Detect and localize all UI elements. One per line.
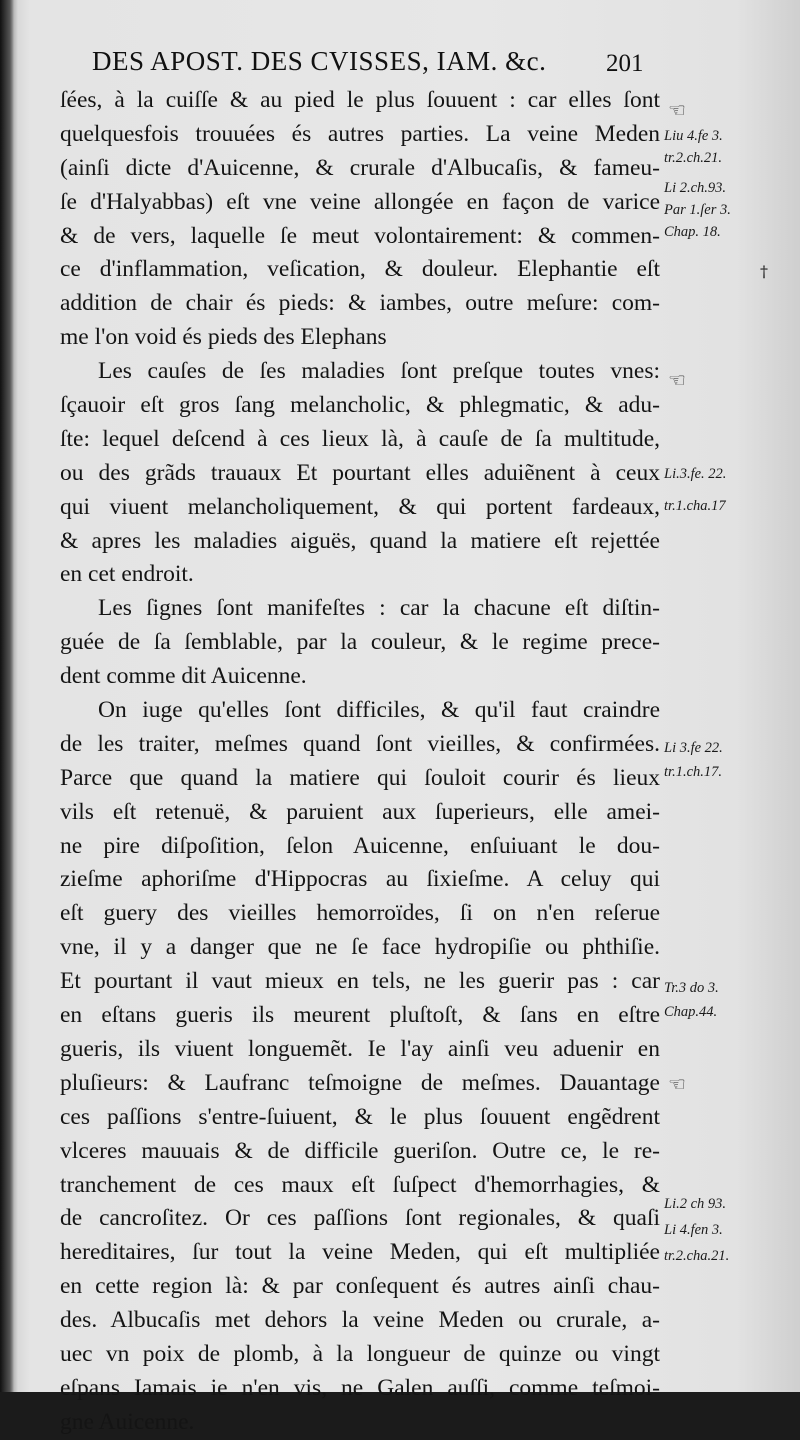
page-gutter-shadow [0, 0, 14, 1392]
margin-reference: Li 3.fe 22. [664, 740, 723, 756]
text-line: eſt guery des vieilles hemorroïdes, ſi on n'en reſerue [60, 900, 660, 927]
text-line: de les traiter, meſmes quand ſont vieilles, & confirmées. [60, 730, 660, 757]
hand-mark-icon: ☜ [668, 98, 686, 122]
text-line: qui viuent melancholiquement, & qui portent fardeaux, [60, 493, 660, 520]
margin-reference: Par 1.ſer 3. [664, 202, 731, 218]
text-line: en eſtans gueris ils meurent pluſtoſt, & ſans en eſtre [60, 1002, 660, 1029]
margin-reference: Li.2 ch 93. [664, 1196, 727, 1212]
text-line: quelquesfois trouuées és autres parties. La veine Meden [60, 120, 660, 147]
text-line: & apres les maladies aiguës, quand la matiere eſt rejettée [60, 527, 660, 554]
text-line: eſpans Iamais ie n'en vis, ne Galen auſſi, comme teſmoi- [60, 1374, 660, 1401]
text-line: ou des grãds trauaux Et pourtant elles aduiẽnent à ceux [60, 459, 660, 486]
text-line: tranchement de ces maux eſt ſuſpect d'hemorrhagies, & [60, 1171, 660, 1198]
text-line: ſte: lequel deſcend à ces lieux là, à cauſe de ſa multitude, [60, 425, 660, 452]
margin-reference: Chap. 18. [664, 224, 721, 240]
text-line: ſe d'Halyabbas) eſt vne veine allongée en façon de varice [60, 188, 660, 215]
margin-reference: Li 4.fen 3. [664, 1222, 723, 1238]
paragraph-start-line: Les cauſes de ſes maladies ſont preſque toutes vnes: [98, 358, 660, 385]
text-line: en cet endroit. [60, 561, 194, 588]
page-number: 201 [606, 50, 644, 77]
text-line: gne Auicenne. [60, 1408, 195, 1435]
margin-reference: Tr.3 do 3. [664, 980, 719, 996]
paragraph-start-line: On iuge qu'elles ſont difficiles, & qu'il faut craindre [98, 697, 660, 724]
text-line: guée de ſa ſemblable, par la couleur, & le regime prece- [60, 629, 660, 656]
text-line: zieſme aphoriſme d'Hippocras au ſixieſme. A celuy qui [60, 866, 660, 893]
text-line: dent comme dit Auicenne. [60, 663, 307, 690]
text-line: hereditaires, ſur tout la veine Meden, qui eſt multipliée [60, 1239, 660, 1266]
body-text [60, 84, 660, 1440]
text-line: ces paſſions s'entre-ſuiuent, & le plus ſouuent engẽdrent [60, 1103, 660, 1130]
margin-reference: Li 2.ch.93. [664, 180, 727, 196]
text-line: gueris, ils viuent longuemẽt. Ie l'ay ainſi veu aduenir en [60, 1035, 660, 1062]
margin-reference: tr.2.cha.21. [664, 1248, 730, 1264]
margin-reference: Liu 4.fe 3. [664, 128, 723, 144]
text-line: vils eſt retenuë, & paruient aux ſuperieurs, elle amei- [60, 798, 660, 825]
margin-reference: tr.1.ch.17. [664, 764, 722, 780]
text-line: ne pire diſpoſition, ſelon Auicenne, enſuiuant le dou- [60, 832, 660, 859]
hand-mark-icon: ☜ [668, 1072, 686, 1096]
text-line: des. Albucaſis met dehors la veine Meden ou crurale, a- [60, 1307, 660, 1334]
hand-mark-icon: ☜ [668, 368, 686, 392]
text-line: vne, il y a danger que ne ſe face hydropiſie ou phthiſie. [60, 934, 660, 961]
text-line: Parce que quand la matiere qui ſouloit courir és lieux [60, 764, 660, 791]
paragraph-start-line: Les ſignes ſont manifeſtes : car la chacune eſt diſtin- [98, 595, 660, 622]
text-line: pluſieurs: & Laufranc teſmoigne de meſmes. Dauantage [60, 1069, 660, 1096]
text-line: uec vn poix de plomb, à la longueur de quinze ou vingt [60, 1340, 660, 1367]
margin-reference: Chap.44. [664, 1004, 718, 1020]
text-line: & de vers, laquelle ſe meut volontairement: & commen- [60, 222, 660, 249]
margin-reference: tr.1.cha.17 [664, 498, 726, 514]
margin-reference: tr.2.ch.21. [664, 150, 722, 166]
text-line: ce d'inflammation, veſication, & douleur. Elephantie eſt [60, 256, 660, 283]
text-line: ſées, à la cuiſſe & au pied le plus ſouuent : car elles ſont [60, 87, 660, 113]
text-line: ſçauoir eſt gros ſang melancholic, & phlegmatic, & adu- [60, 392, 660, 419]
text-line: de cancroſitez. Or ces paſſions ſont regionales, & quaſi [60, 1205, 660, 1232]
margin-reference: Li.3.fe. 22. [664, 466, 727, 482]
text-line: me l'on void és pieds des Elephans [60, 324, 387, 351]
text-line: vlceres mauuais & de difficile gueriſon. Outre ce, le re- [60, 1137, 660, 1164]
text-line: (ainſi dicte d'Auicenne, & crurale d'Albucaſis, & fameu- [60, 154, 660, 181]
running-head-title: DES APOST. DES CVISSES, IAM. &c. [92, 46, 547, 76]
text-line: en cette region là: & par conſequent és autres ainſi chau- [60, 1273, 660, 1300]
cross-mark-icon: † [760, 262, 768, 281]
text-line: addition de chair és pieds: & iambes, outre meſure: com- [60, 290, 660, 317]
text-line: Et pourtant il vaut mieux en tels, ne les guerir pas : car [60, 968, 660, 995]
